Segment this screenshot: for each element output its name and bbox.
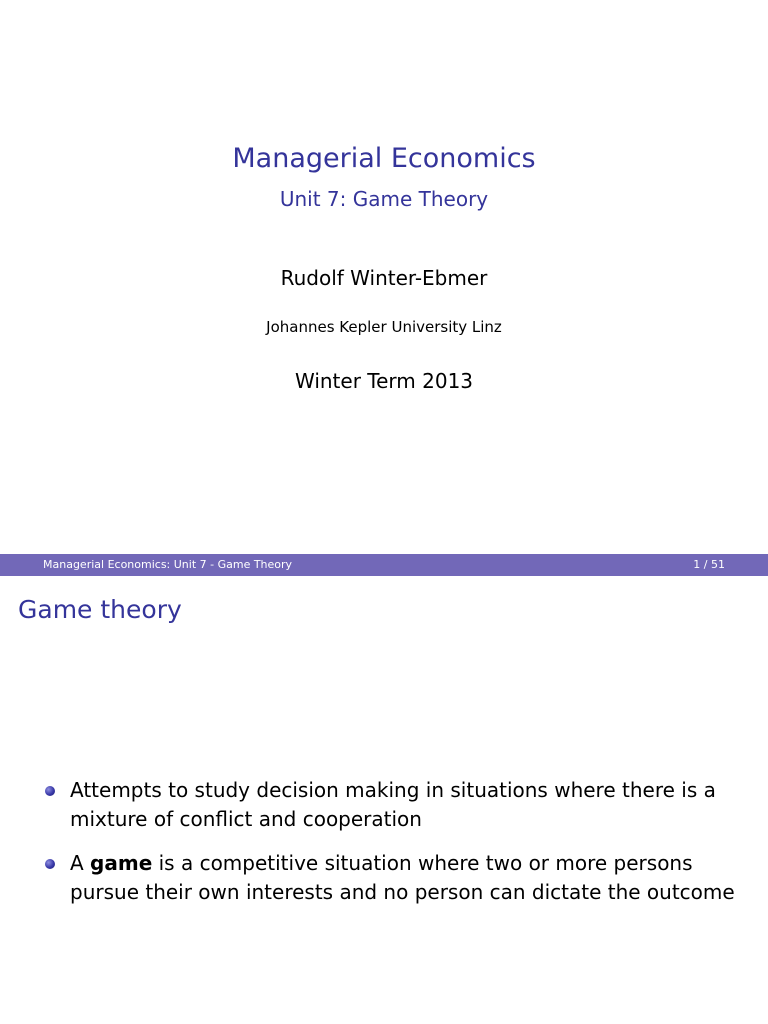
footer-bar — [0, 554, 768, 576]
bullet-term: game — [90, 851, 153, 875]
bullet-text: Attempts to study decision making in situations where there is a mixture of conflict and cooperation — [70, 778, 716, 831]
content-slide — [0, 576, 768, 1024]
presentation-date: Winter Term 2013 — [294, 369, 474, 393]
author-name: Rudolf Winter-Ebmer — [280, 266, 488, 290]
bullet-item — [40, 776, 750, 834]
footer-title: Managerial Economics: Unit 7 - Game Theory — [43, 558, 293, 571]
bullet-sphere-icon — [45, 786, 55, 796]
presentation-subtitle: Unit 7: Game Theory — [279, 187, 489, 211]
presentation-title: Managerial Economics — [232, 143, 536, 174]
page-number: 1 / 51 — [693, 558, 725, 571]
bullet-item — [40, 849, 750, 907]
frame-title: Game theory — [18, 595, 182, 624]
bullet-sphere-icon — [45, 859, 55, 869]
bullet-text-rest: is a competitive situation where two or more persons pursue their own interests and no person can dictate the outcome — [70, 851, 735, 904]
bullet-list — [40, 776, 750, 922]
institute-name: Johannes Kepler University Linz — [266, 318, 502, 336]
bullet-text-prefix: A — [70, 851, 91, 875]
